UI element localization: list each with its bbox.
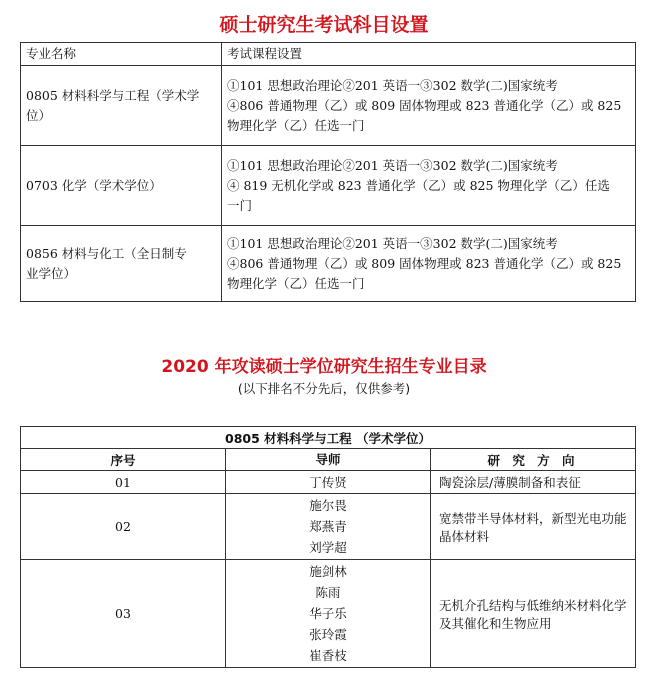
header-tutor: 导师 — [226, 449, 431, 471]
row-number: 03 — [21, 560, 226, 668]
row-number: 02 — [21, 494, 226, 560]
course-line: ①101 思想政治理论②201 英语一③302 数学(二)国家统考 — [227, 77, 558, 93]
enrollment-catalog-table — [20, 426, 636, 668]
header-no: 序号 — [21, 449, 226, 471]
tutor-name: 张玲霞 — [309, 627, 347, 642]
table-row — [21, 226, 636, 302]
enrollment-catalog-title: 2020 年攻读硕士学位研究生招生专业目录 — [161, 357, 487, 377]
course-line: 物理化学（乙）任选一门 — [227, 275, 365, 291]
research-direction: 无机介孔结构与低维纳米材料化学及其催化和生物应用 — [431, 560, 636, 668]
major-cell — [21, 226, 222, 302]
major-cell — [21, 146, 222, 226]
courses-cell — [222, 146, 636, 226]
tutor-name: 郑燕青 — [309, 519, 347, 534]
tutor-name: 刘学超 — [309, 540, 347, 555]
courses-cell — [222, 66, 636, 146]
course-line: ④ 819 无机化学或 823 普通化学（乙）或 825 物理化学（乙）任选 — [227, 177, 610, 193]
table-row — [21, 471, 636, 494]
table-row — [21, 146, 636, 226]
course-line: ①101 思想政治理论②201 英语一③302 数学(二)国家统考 — [227, 157, 558, 173]
catalog-subtitle: (以下排名不分先后，仅供参考) — [237, 381, 411, 396]
table-header-row — [21, 449, 636, 471]
major-name-line: 0856 材料与化工（全日制专 — [26, 245, 187, 261]
course-line: ①101 思想政治理论②201 英语一③302 数学(二)国家统考 — [227, 235, 558, 251]
research-direction: 宽禁带半导体材料，新型光电功能晶体材料 — [431, 494, 636, 560]
header-major-name: 专业名称 — [21, 43, 222, 66]
course-line: 物理化学（乙）任选一门 — [227, 117, 365, 133]
tutor-name: 施尔畏 — [309, 498, 347, 513]
tutor-list — [226, 471, 431, 494]
research-direction: 陶瓷涂层/薄膜制备和表征 — [431, 471, 636, 494]
table-row — [21, 494, 636, 560]
course-line: 一门 — [227, 197, 253, 213]
tutor-name: 施剑林 — [309, 564, 347, 579]
table-row — [21, 560, 636, 668]
table-row — [21, 66, 636, 146]
major-name-line: 0805 材料科学与工程（学术学 — [26, 87, 200, 103]
header-direction: 研 究 方 向 — [431, 449, 636, 471]
tutor-name: 陈雨 — [315, 585, 341, 600]
row-number: 01 — [21, 471, 226, 494]
tutor-name: 丁传贤 — [309, 474, 347, 490]
major-caption: 0805 材料科学与工程 （学术学位） — [21, 427, 636, 449]
courses-cell — [222, 226, 636, 302]
tutor-name: 崔香枝 — [309, 648, 347, 663]
major-cell — [21, 66, 222, 146]
table-header-row — [21, 43, 636, 66]
major-name-line: 位） — [26, 107, 52, 123]
tutor-name: 华子乐 — [309, 606, 347, 621]
table-caption-row — [21, 427, 636, 449]
course-line: ④806 普通物理（乙）或 809 固体物理或 823 普通化学（乙）或 825 — [227, 255, 622, 271]
course-line: ④806 普通物理（乙）或 809 固体物理或 823 普通化学（乙）或 825 — [227, 97, 622, 113]
exam-subjects-table — [20, 42, 636, 302]
tutor-list — [226, 560, 431, 668]
tutor-list — [226, 494, 431, 560]
major-name-line: 0703 化学（学术学位） — [26, 177, 162, 193]
header-course-settings: 考试课程设置 — [222, 43, 636, 66]
exam-subjects-title: 硕士研究生考试科目设置 — [219, 14, 429, 36]
major-name-line: 业学位） — [26, 265, 77, 281]
